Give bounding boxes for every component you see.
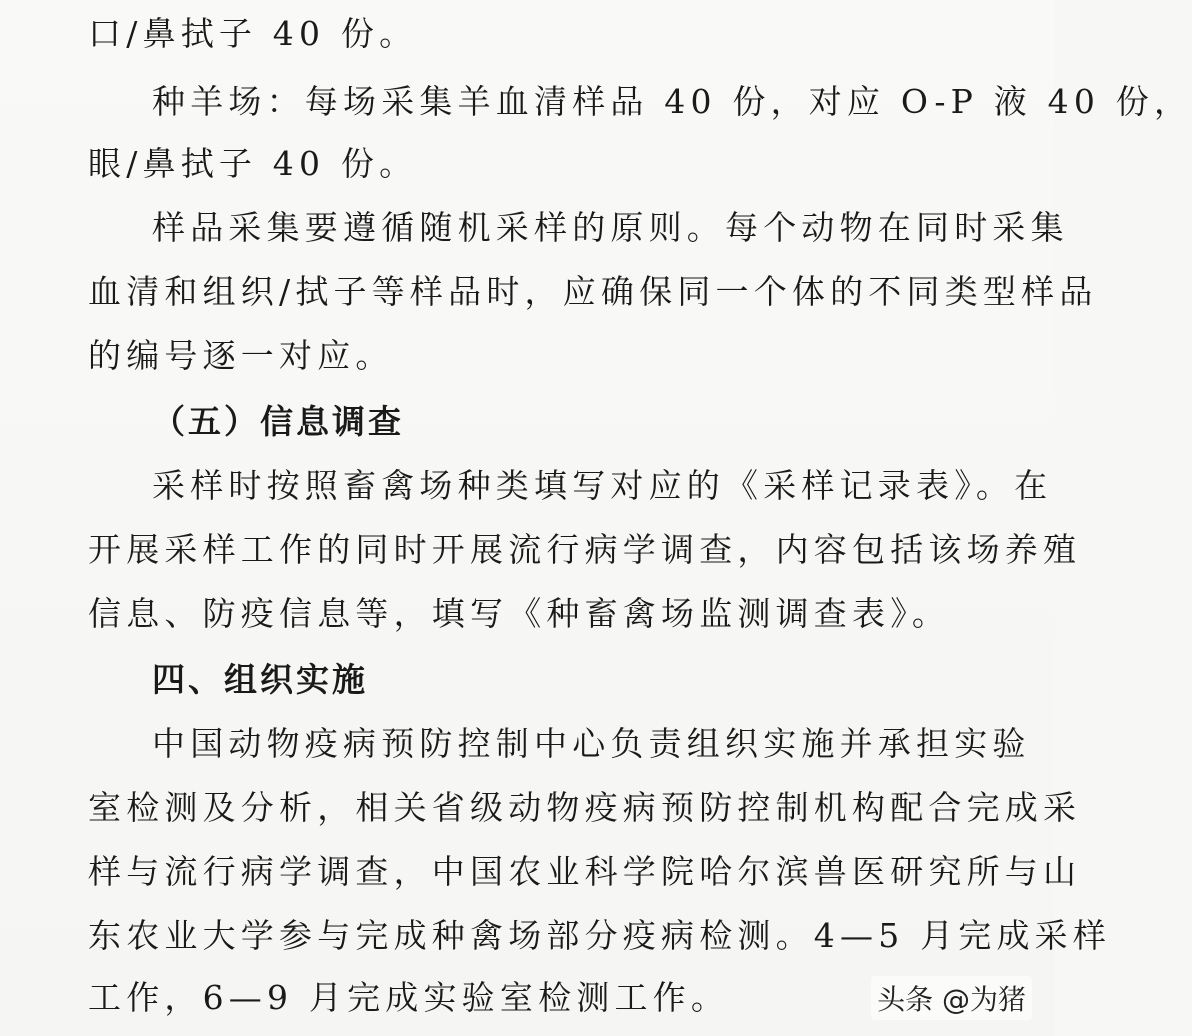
watermark-text: 头条 @为猪: [877, 983, 1026, 1016]
text-line-5: 血清和组织/拭子等样品时，应确保同一个体的不同类型样品: [88, 272, 1098, 311]
text-line-10: 信息、防疫信息等，填写《种畜禽场监测调查表》。: [88, 594, 951, 633]
text-line-8: 采样时按照畜禽场种类填写对应的《采样记录表》。在: [152, 466, 1053, 505]
text-line-16: 工作，6—9 月完成实验室检测工作。: [88, 978, 730, 1017]
text-line-14: 样与流行病学调查，中国农业科学院哈尔滨兽医研究所与山: [88, 852, 1082, 891]
text-line-4: 样品采集要遵循随机采样的原则。每个动物在同时采集: [152, 208, 1069, 247]
watermark: [871, 976, 1032, 1020]
text-line-9: 开展采样工作的同时开展流行病学调查，内容包括该场养殖: [88, 530, 1082, 569]
text-line-15: 东农业大学参与完成种禽场部分疫病检测。4—5 月完成采样: [88, 916, 1112, 955]
text-line-13: 室检测及分析，相关省级动物疫病预防控制机构配合完成采: [88, 788, 1082, 827]
text-line-2: 种羊场：每场采集羊血清样品 40 份，对应 O-P 液 40 份，: [152, 82, 1192, 121]
text-line-3: 眼/鼻拭子 40 份。: [88, 144, 418, 183]
section-heading-organization: 四、组织实施: [152, 660, 368, 699]
text-line-12: 中国动物疫病预防控制中心负责组织实施并承担实验: [152, 724, 1031, 763]
section-heading-information-survey: （五）信息调查: [152, 402, 404, 441]
text-line-1: 口/鼻拭子 40 份。: [88, 14, 418, 53]
text-line-6: 的编号逐一对应。: [88, 336, 394, 375]
